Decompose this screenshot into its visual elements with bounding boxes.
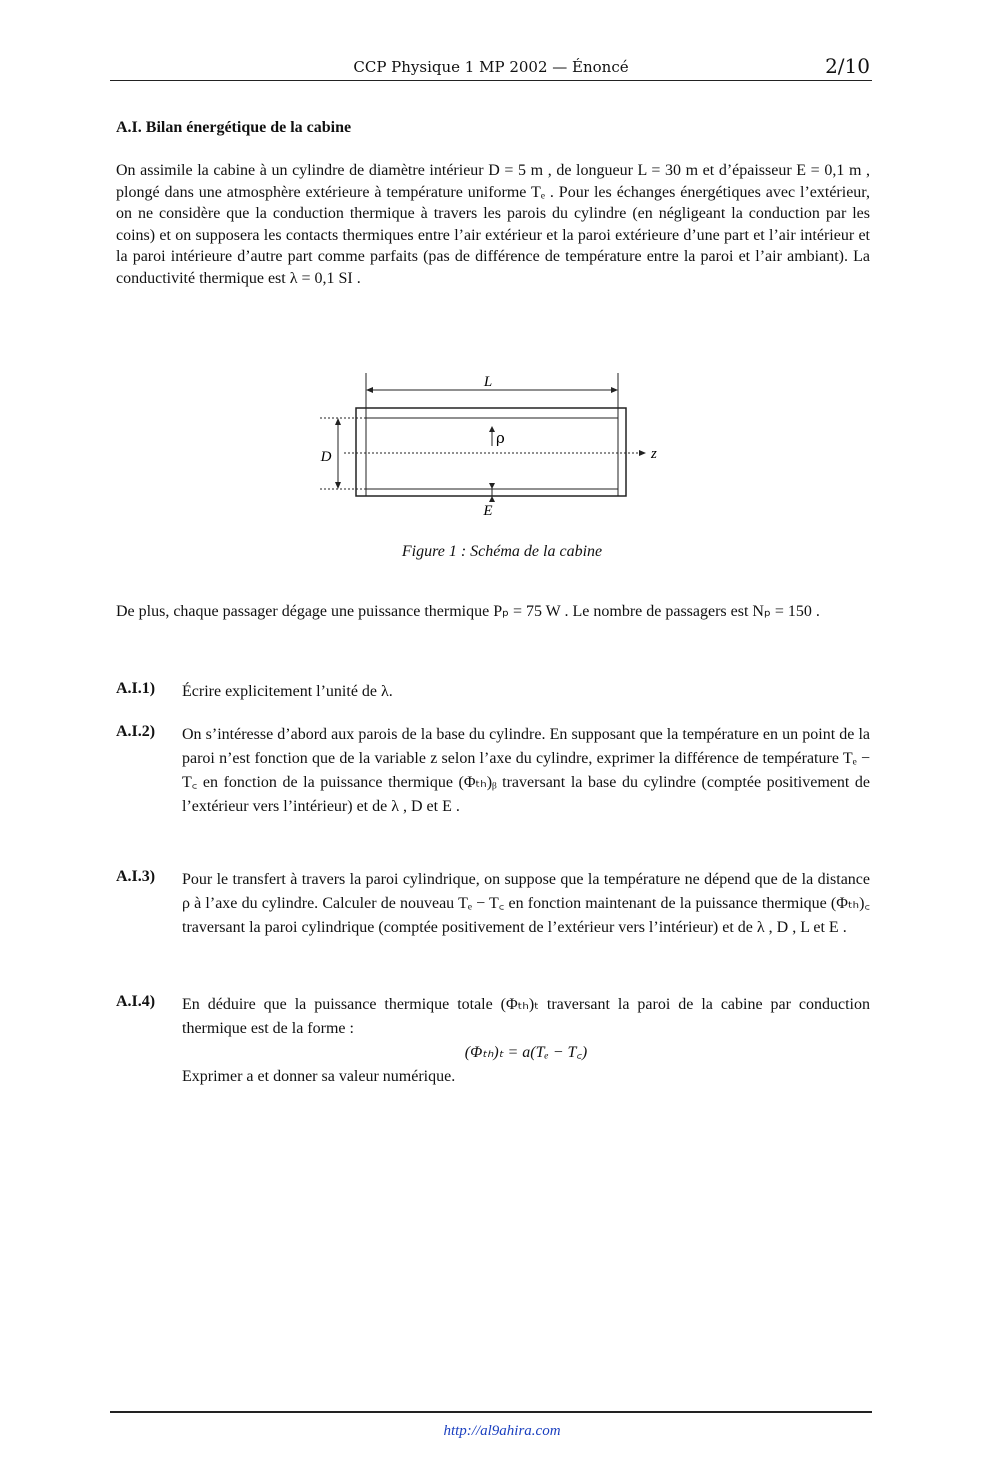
question-a-i-4: [116, 993, 870, 1093]
label-z: z: [651, 446, 657, 462]
label-l: L: [483, 374, 493, 390]
question-number: A.I.4): [116, 993, 156, 1010]
intro-paragraph: On assimile la cabine à un cylindre de diamètre intérieur D = 5 m , de longueur L = 30 m et d’épaisseur E = 0,1 m , plongé dans une atmosphère extérieure à température uniforme Tₑ . Pour les échanges énergétiques avec l’extérieur, on ne considère que la conduction thermique à travers les parois du cylindre (en négligeant la conduction par les coins) et on supposera les contacts thermiques entre l’air extérieur et la paroi extérieure d’une part et l’air intérieur et la paroi intérieure d’autre part comme parfaits (pas de différence de température entre la paroi et l’air ambiant). La conductivité thermique est λ = 0,1 SI .: [116, 162, 870, 287]
label-d: D: [320, 449, 332, 465]
d-arrow-bottom: [335, 482, 341, 489]
question-text: En déduire que la puissance thermique totale (Φₜₕ)ₜ traversant la paroi de la cabine par conduction thermique est de la forme :: [182, 996, 870, 1037]
e-arrow-top: [489, 483, 495, 489]
formula: (Φₜₕ)ₜ = a(Tₑ − T꜀): [464, 1044, 588, 1061]
question-a-i-3: [116, 868, 870, 968]
cylinder-outer: [356, 408, 626, 496]
question-number: A.I.2): [116, 723, 156, 740]
header-title: CCP Physique 1 MP 2002 — Énoncé: [353, 58, 629, 76]
l-arrow-right: [611, 387, 618, 393]
label-rho: ρ: [496, 429, 505, 447]
d-arrow-top: [335, 418, 341, 425]
question-number: A.I.1): [116, 680, 156, 697]
question-text: On s’intéresse d’abord aux parois de la base du cylindre. En supposant que la température en un point de la paroi n’est fonction que de la variable z selon l’axe du cylindre, exprimer la différence de température Tₑ − T꜀ en fonction de la puissance thermique (Φₜₕ)ᵦ traversant la base du cylindre (comptée positivement de l’extérieur vers l’intérieur) et de λ , D et E .: [182, 726, 870, 815]
label-e: E: [483, 503, 493, 518]
question-text: Pour le transfert à travers la paroi cylindrique, on suppose que la température ne dépend que de la distance ρ à l’axe du cylindre. Calculer de nouveau Tₑ − T꜀ en fonction maintenant de la puissance thermique (Φₜₕ)꜀ traversant la paroi cylindrique (comptée positivement de l’extérieur vers l’intérieur) et de λ , D , L et E .: [182, 871, 870, 936]
rho-arrow: [489, 426, 495, 432]
page-header: [110, 52, 872, 81]
question-a-i-1: [116, 680, 870, 704]
question-body: [182, 993, 870, 1089]
z-axis-arrow: [639, 450, 646, 456]
footer-divider: [110, 1411, 872, 1413]
footer-link[interactable]: http://al9ahira.com: [443, 1423, 561, 1439]
figure-caption: Figure 1 : Schéma de la cabine: [401, 543, 603, 560]
l-arrow-left: [366, 387, 373, 393]
passengers-paragraph: De plus, chaque passager dégage une puissance thermique Pₚ = 75 W . Le nombre de passagers est Nₚ = 150 .: [116, 603, 820, 620]
question-number: A.I.3): [116, 868, 156, 885]
cabin-diagram: [316, 368, 660, 518]
question-followup: Exprimer a et donner sa valeur numérique.: [182, 1068, 456, 1085]
e-arrow-bottom: [489, 496, 495, 502]
question-text: Écrire explicitement l’unité de λ.: [182, 683, 393, 700]
section-title: A.I. Bilan énergétique de la cabine: [116, 119, 352, 136]
page-number: 2/10: [825, 54, 870, 78]
question-a-i-2: [116, 723, 870, 849]
